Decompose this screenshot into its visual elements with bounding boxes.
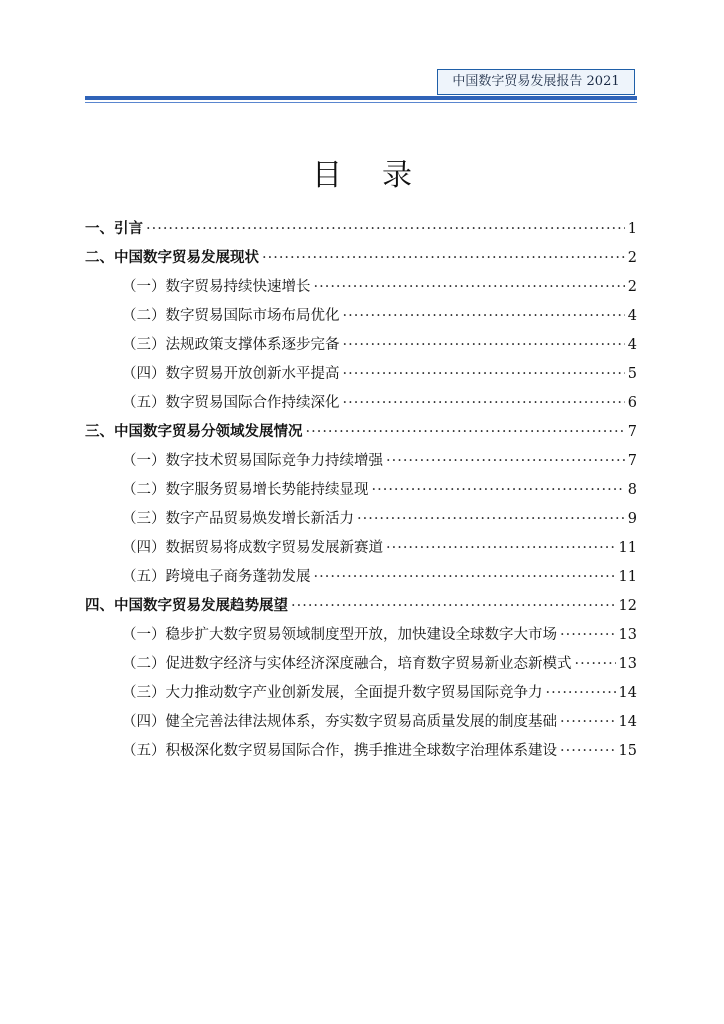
toc-entry-label: （二）促进数字经济与实体经济深度融合，培育数字贸易新业态新模式	[122, 656, 572, 672]
toc-entry-label: （三）数字产品贸易焕发增长新活力	[122, 511, 354, 527]
toc-section-entry[interactable]	[85, 536, 637, 565]
toc-entry-page-number: 11	[618, 540, 637, 556]
toc-entry-page-number: 9	[627, 511, 637, 527]
report-title-badge: 中国数字贸易发展报告 2021	[437, 69, 635, 95]
toc-dot-leader	[343, 395, 625, 411]
toc-section-entry[interactable]	[85, 362, 637, 391]
toc-chapter-entry[interactable]	[85, 420, 637, 449]
toc-entry-page-number: 12	[618, 598, 637, 614]
toc-entry-page-number: 4	[627, 308, 637, 324]
toc-entry-label: （四）数字贸易开放创新水平提高	[122, 366, 340, 382]
toc-dot-leader	[386, 540, 616, 556]
toc-dot-leader	[386, 453, 625, 469]
toc-entry-label: （五）跨境电子商务蓬勃发展	[122, 569, 311, 585]
toc-dot-leader	[314, 279, 625, 295]
toc-entry-page-number: 13	[618, 627, 637, 643]
header-rule-thick	[85, 96, 637, 100]
toc-entry-label: （三）法规政策支撑体系逐步完备	[122, 337, 340, 353]
toc-section-entry[interactable]	[85, 507, 637, 536]
toc-entry-label: （一）数字贸易持续快速增长	[122, 279, 311, 295]
toc-dot-leader	[560, 743, 616, 759]
toc-dot-leader	[372, 482, 625, 498]
table-of-contents	[85, 217, 637, 768]
toc-entry-label: （四）数据贸易将成数字贸易发展新赛道	[122, 540, 383, 556]
toc-dot-leader	[560, 714, 616, 730]
toc-dot-leader	[146, 221, 625, 237]
toc-dot-leader	[357, 511, 625, 527]
toc-chapter-entry[interactable]	[85, 594, 637, 623]
toc-entry-page-number: 13	[618, 656, 637, 672]
toc-entry-page-number: 5	[627, 366, 637, 382]
toc-dot-leader	[314, 569, 616, 585]
toc-entry-page-number: 14	[618, 685, 637, 701]
toc-entry-label: （一）数字技术贸易国际竞争力持续增强	[122, 453, 383, 469]
toc-section-entry[interactable]	[85, 565, 637, 594]
toc-entry-label: 二、中国数字贸易发展现状	[85, 250, 259, 266]
toc-chapter-entry[interactable]	[85, 217, 637, 246]
toc-entry-page-number: 8	[627, 482, 637, 498]
toc-entry-label: （五）积极深化数字贸易国际合作，携手推进全球数字治理体系建设	[122, 743, 557, 759]
toc-entry-page-number: 2	[627, 250, 637, 266]
toc-entry-page-number: 2	[627, 279, 637, 295]
toc-dot-leader	[262, 250, 625, 266]
toc-dot-leader	[575, 656, 616, 672]
toc-dot-leader	[291, 598, 616, 614]
toc-section-entry[interactable]	[85, 710, 637, 739]
toc-entry-page-number: 1	[627, 221, 637, 237]
toc-entry-page-number: 14	[618, 714, 637, 730]
toc-entry-page-number: 7	[627, 453, 637, 469]
toc-section-entry[interactable]	[85, 739, 637, 768]
toc-entry-label: （三）大力推动数字产业创新发展，全面提升数字贸易国际竞争力	[122, 685, 543, 701]
toc-dot-leader	[560, 627, 616, 643]
toc-section-entry[interactable]	[85, 681, 637, 710]
toc-section-entry[interactable]	[85, 304, 637, 333]
toc-section-entry[interactable]	[85, 449, 637, 478]
toc-entry-label: （四）健全完善法律法规体系，夯实数字贸易高质量发展的制度基础	[122, 714, 557, 730]
toc-section-entry[interactable]	[85, 333, 637, 362]
toc-entry-page-number: 6	[627, 395, 637, 411]
toc-section-entry[interactable]	[85, 652, 637, 681]
toc-section-entry[interactable]	[85, 275, 637, 304]
toc-dot-leader	[343, 308, 625, 324]
toc-entry-page-number: 15	[618, 743, 637, 759]
toc-section-entry[interactable]	[85, 478, 637, 507]
toc-dot-leader	[343, 366, 625, 382]
toc-section-entry[interactable]	[85, 391, 637, 420]
toc-dot-leader	[306, 424, 625, 440]
toc-entry-label: （五）数字贸易国际合作持续深化	[122, 395, 340, 411]
toc-entry-label: 四、中国数字贸易发展趋势展望	[85, 598, 288, 614]
toc-dot-leader	[546, 685, 616, 701]
toc-entry-label: （二）数字贸易国际市场布局优化	[122, 308, 340, 324]
toc-entry-label: 一、引言	[85, 221, 143, 237]
toc-section-entry[interactable]	[85, 623, 637, 652]
header-rule-thin	[85, 102, 637, 103]
toc-entry-page-number: 11	[618, 569, 637, 585]
toc-entry-label: （一）稳步扩大数字贸易领域制度型开放，加快建设全球数字大市场	[122, 627, 557, 643]
toc-title: 目录	[312, 158, 452, 193]
toc-dot-leader	[343, 337, 625, 353]
toc-entry-page-number: 4	[627, 337, 637, 353]
toc-chapter-entry[interactable]	[85, 246, 637, 275]
toc-entry-page-number: 7	[627, 424, 637, 440]
toc-entry-label: （二）数字服务贸易增长势能持续显现	[122, 482, 369, 498]
toc-entry-label: 三、中国数字贸易分领域发展情况	[85, 424, 303, 440]
